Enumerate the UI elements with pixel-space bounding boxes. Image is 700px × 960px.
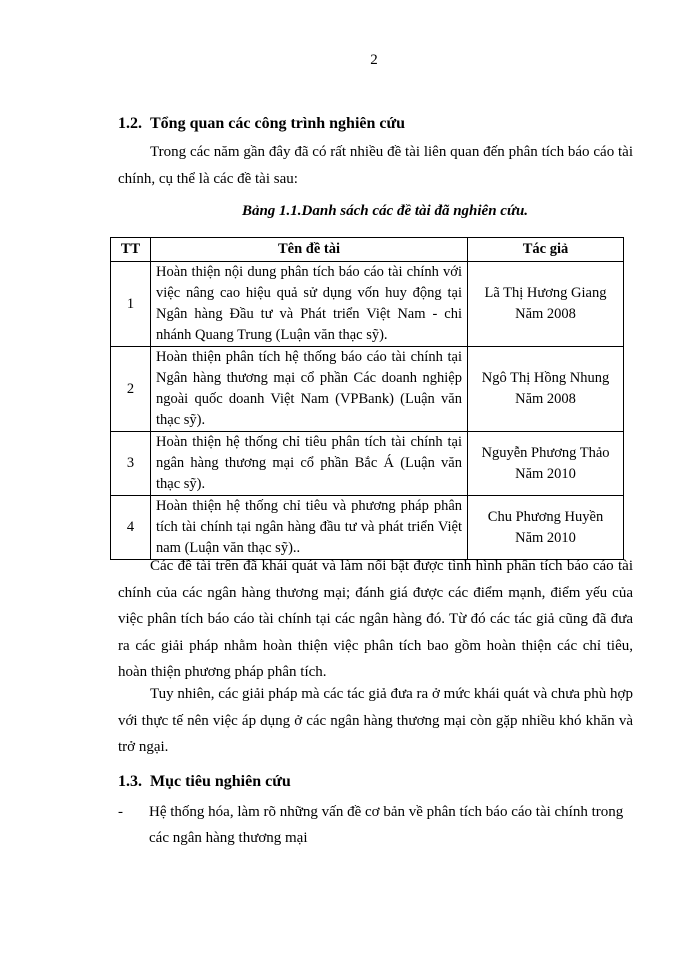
table-row bbox=[111, 496, 624, 560]
section-heading-1-2 bbox=[118, 115, 405, 133]
body-paragraph: Các đề tài trên đã khái quát và làm nổi bật được tình hình phân tích báo cáo tài chính của các ngân hàng thương mại; đánh giá được các điểm mạnh, điểm yếu của việc phân tích báo cáo tài chính tại các ngân hàng đó. Từ đó các tác giả cũng đã đưa ra các giải pháp nhằm hoàn thiện việc phân tích bao gồm hoàn thiện các chỉ tiêu, hoàn thiện phương pháp phân tích. bbox=[118, 558, 633, 680]
row-author-cell bbox=[468, 262, 624, 347]
table-row bbox=[111, 432, 624, 496]
section-heading-1-3 bbox=[118, 773, 291, 791]
table-caption: Bảng 1.1.Danh sách các đề tài đã nghiên cứu. bbox=[241, 203, 529, 219]
research-table bbox=[110, 237, 624, 560]
bullet-text: Hệ thống hóa, làm rõ những vấn đề cơ bản về phân tích báo cáo tài chính trong các ngân hàng thương mại bbox=[149, 804, 624, 846]
row-author: Lã Thị Hương Giang bbox=[484, 285, 607, 301]
section-number: 1.3. bbox=[118, 773, 142, 790]
table-header-row bbox=[111, 238, 624, 262]
row-year: Năm 2010 bbox=[515, 465, 576, 482]
row-year: Năm 2010 bbox=[515, 529, 576, 546]
row-year: Năm 2008 bbox=[515, 306, 576, 322]
body-paragraph: Tuy nhiên, các giải pháp mà các tác giả đưa ra ở mức khái quát và chưa phù hợp với thực tế nên việc áp dụng ở các ngân hàng thương mại còn gặp nhiều khó khăn và trở ngại. bbox=[118, 686, 633, 755]
section-title: Mục tiêu nghiên cứu bbox=[150, 773, 291, 790]
row-number: 1 bbox=[111, 262, 151, 347]
header-author: Tác giả bbox=[468, 238, 624, 262]
header-title: Tên đề tài bbox=[151, 238, 468, 262]
row-author: Chu Phương Huyền bbox=[487, 508, 604, 525]
row-title: Hoàn thiện hệ thống chỉ tiêu và phương pháp phân tích tài chính tại ngân hàng đầu tư và phát triển Việt nam (Luận văn thạc sỹ).. bbox=[151, 496, 468, 560]
bullet-marker: - bbox=[118, 804, 123, 820]
row-title: Hoàn thiện nội dung phân tích báo cáo tài chính với việc nâng cao hiệu quả sử dụng vốn huy động tại Ngân hàng Đầu tư và Phát triển Việt Nam - chi nhánh Quang Trung (Luận văn thạc sỹ). bbox=[151, 262, 468, 347]
bullet-item bbox=[118, 799, 638, 851]
page-number: 2 bbox=[370, 52, 378, 68]
section-title: Tổng quan các công trình nghiên cứu bbox=[150, 115, 405, 132]
row-author-cell bbox=[468, 432, 624, 496]
row-number: 3 bbox=[111, 432, 151, 496]
section-number: 1.2. bbox=[118, 115, 142, 132]
table-row bbox=[111, 347, 624, 432]
row-title: Hoàn thiện phân tích hệ thống báo cáo tài chính tại Ngân hàng thương mại cổ phần Các doanh nghiệp ngoài quốc doanh Việt Nam (VPBank) (Luận văn thạc sỹ). bbox=[151, 347, 468, 432]
row-author-cell bbox=[468, 496, 624, 560]
row-number: 2 bbox=[111, 347, 151, 432]
row-year: Năm 2008 bbox=[515, 391, 576, 407]
intro-paragraph: Trong các năm gần đây đã có rất nhiều đề tài liên quan đến phân tích báo cáo tài chính, cụ thể là các đề tài sau: bbox=[118, 144, 633, 187]
header-tt: TT bbox=[111, 238, 151, 262]
row-author: Ngô Thị Hồng Nhung bbox=[481, 370, 610, 386]
row-number: 4 bbox=[111, 496, 151, 560]
row-author-cell bbox=[468, 347, 624, 432]
table-row bbox=[111, 262, 624, 347]
row-author: Nguyễn Phương Thảo bbox=[481, 444, 610, 461]
row-title: Hoàn thiện hệ thống chỉ tiêu phân tích tài chính tại ngân hàng thương mại cổ phần Bắc Á (Luận văn thạc sỹ). bbox=[151, 432, 468, 496]
